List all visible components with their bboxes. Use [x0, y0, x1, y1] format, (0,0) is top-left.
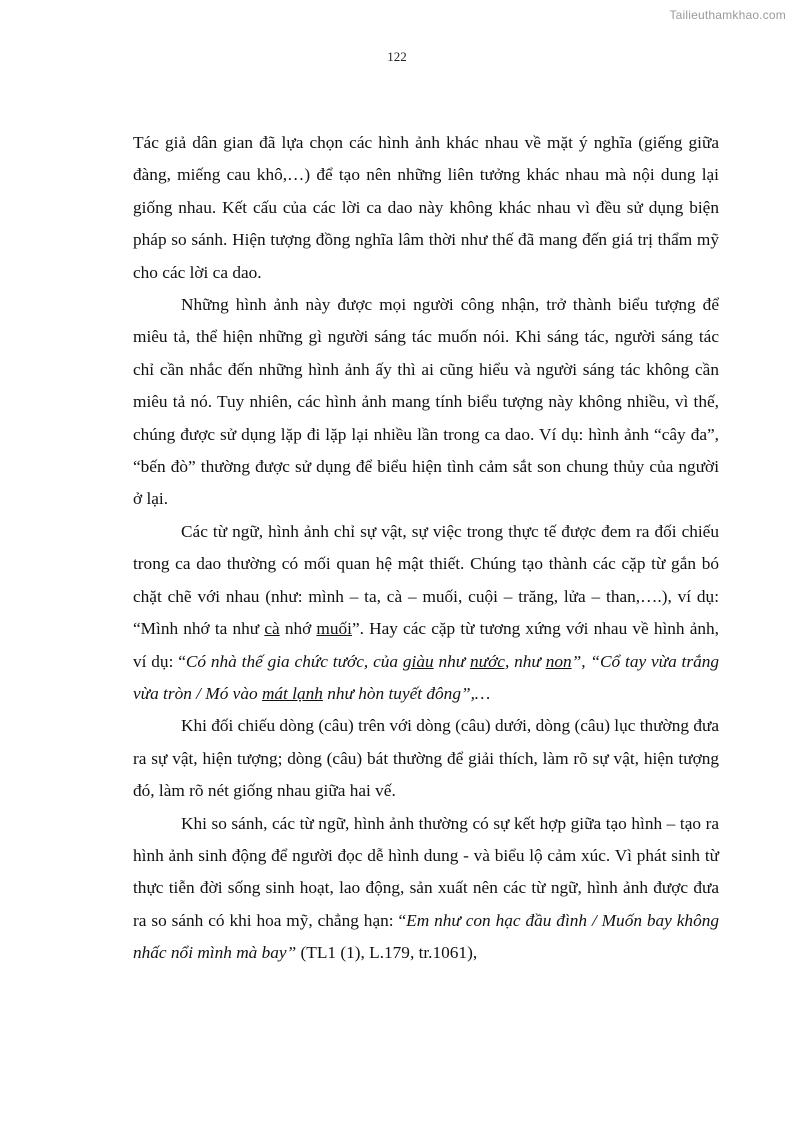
text-run: Những hình ảnh này được mọi người công nhận, trở thành biểu tượng để miêu tả, thể hiện những gì người sáng tác muốn nói. Khi sáng tác, người sáng tác chỉ cần nhắc đến những hình ảnh ấy thì ai cũng hiểu và người sáng tác không cần miêu tả nó. Tuy nhiên, các hình ảnh mang tính biểu tượng này không nhiều, vì thế, chúng được sử dụng lặp đi lặp lại nhiều lần trong ca dao. Ví dụ: hình ảnh “cây đa”, “bến đò” thường được sử dụng để biểu hiện tình cảm sắt son chung thủy của người ở lại. [133, 295, 719, 509]
watermark-text: Tailieuthamkhao.com [669, 8, 786, 22]
underlined-phrase: giàu [402, 651, 434, 671]
italic-phrase: như [433, 651, 471, 671]
body-text [133, 127, 719, 970]
text-run: Khi đối chiếu dòng (câu) trên với dòng (câu) dưới, dòng (câu) lục thường đưa ra sự vật, hiện tượng; dòng (câu) bát thường để giải thích, làm rõ sự vật, hiện tượng đó, làm rõ nét giống nhau giữa hai vế. [133, 716, 719, 801]
paragraph [133, 289, 719, 516]
text-run: Khi so sánh, các từ ngữ, hình ảnh thường có sự kết hợp giữa tạo hình – tạo ra hình ảnh sinh động để người đọc dễ hình dung - và biểu lộ cảm xúc. Vì phát sinh từ thực tiễn đời sống sinh hoạt, lao động, sản xuất nên các từ ngữ, hình ảnh được đưa ra so sánh có khi hoa mỹ, chẳng hạn: “ [133, 813, 719, 930]
underlined-phrase: cà [264, 619, 280, 639]
underlined-phrase: mát lạnh [261, 683, 323, 703]
italic-phrase: ”, “Cổ tay vừa trắng vừa tròn / Mó vào [133, 651, 720, 703]
paragraph [133, 710, 719, 807]
text-run: nhớ [279, 619, 317, 639]
italic-phrase: như hòn tuyết đông”,… [322, 683, 491, 703]
text-run: (TL1 (1), L.179, tr.1061), [296, 943, 478, 963]
text-run: Tác giả dân gian đã lựa chọn các hình ảnh khác nhau về mặt ý nghĩa (giếng giữa đàng, miếng cau khô,…) để tạo nên những liên tưởng khác nhau mà nội dung lại giống nhau. Kết cấu của các lời ca dao này không khác nhau vì đều sử dụng biện pháp so sánh. Hiện tượng đồng nghĩa lâm thời như thế đã mang đến giá trị thẩm mỹ cho các lời ca dao. [133, 133, 719, 282]
paragraph [133, 516, 719, 710]
italic-phrase: Có nhà thế gia chức tước, của [185, 651, 403, 671]
italic-phrase: như [509, 651, 546, 671]
underlined-phrase: non [545, 651, 572, 671]
paragraph [133, 808, 719, 970]
page-number: 122 [387, 49, 407, 64]
italic-phrase: Em như con hạc đầu đình / Muốn bay không nhấc nổi mình mà bay” [133, 910, 719, 963]
text-run: ”. Hay các cặp từ tương xứng với nhau về hình ảnh, ví dụ: “ [133, 619, 719, 671]
paragraph [133, 127, 719, 289]
text-run: Các từ ngữ, hình ảnh chỉ sự vật, sự việc trong thực tế được đem ra đối chiếu trong ca dao thường có mối quan hệ mật thiết. Chúng tạo thành các cặp từ gắn bó chặt chẽ với nhau (như: mình – ta, cà – muối, cuội – trăng, lửa – than,….), ví dụ: “Mình nhớ ta như [133, 521, 719, 639]
underlined-phrase: nước, [470, 651, 510, 671]
underlined-phrase: muối [316, 619, 352, 639]
